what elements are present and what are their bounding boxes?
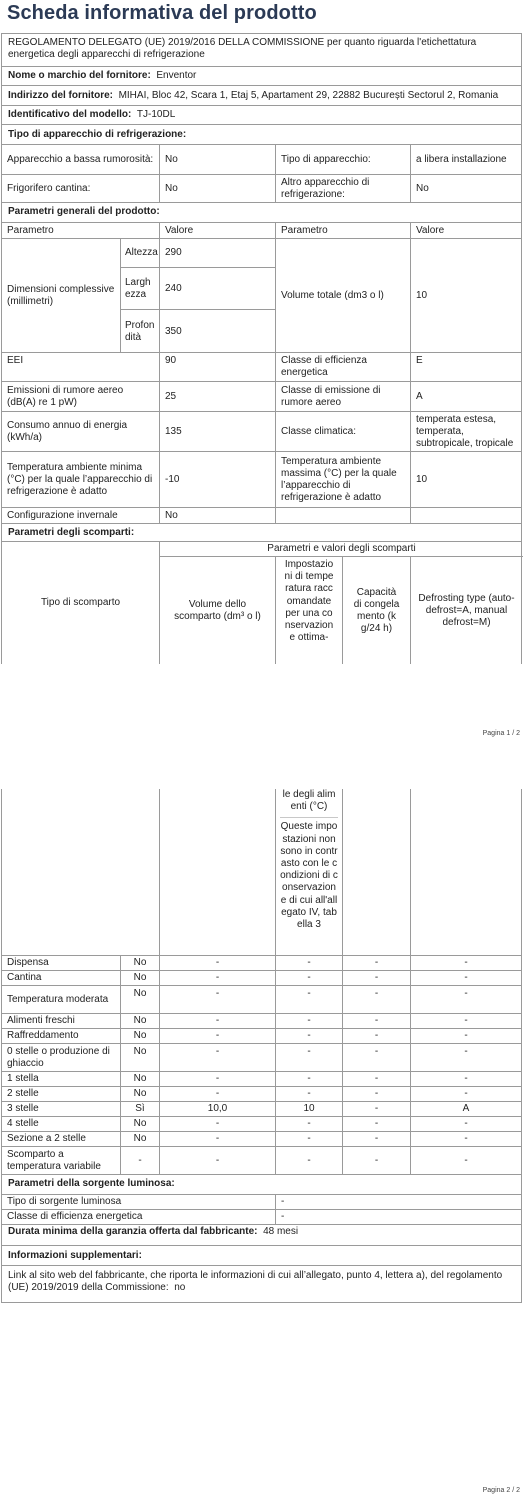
compartment-name: Scomparto a temperatura variabile [7,1148,101,1172]
noise-value: 25 [159,382,275,411]
min-temp-label: Temperatura ambiente minima (°C) per la quale l’apparecchio di refrigerazione è adatto [7,461,153,497]
compartment-present: No [120,971,159,985]
table-row [1,956,522,971]
compartment-temp: - [275,986,342,1013]
general-section-heading: Parametri generali del prodotto: [8,206,160,217]
page-1 [0,0,525,745]
header-value-2: Valore [410,223,521,238]
compartment-temp: - [275,1044,342,1071]
address-label: Indirizzo del fornitore: [8,90,113,101]
info-section-row [1,1246,522,1266]
compartment-present: No [120,1029,159,1043]
compartment-freeze: - [342,1087,410,1101]
compartment-defrost: - [410,1147,521,1174]
general-section-row [1,203,522,223]
compartment-present: No [120,956,159,970]
compartment-name: 1 stella [7,1073,39,1084]
compartments-header [1,542,522,664]
noise-class-value: A [410,382,521,411]
model-label: Identificativo del modello: [8,109,132,120]
compartment-temp: - [275,1029,342,1043]
page-number-1: Pagina 1 / 2 [482,730,520,737]
energy-class-value: E [410,353,521,381]
light-class-label: Classe di efficienza energetica [7,1211,143,1222]
min-temp-value: -10 [159,452,275,507]
low-noise-row [1,145,522,175]
model-row [1,106,522,125]
header-value: Valore [159,223,275,238]
compartment-defrost: A [410,1102,521,1116]
table-row [1,1117,522,1132]
table-row [1,971,522,986]
max-temp-value: 10 [410,452,521,507]
compartment-volume: - [159,1029,275,1043]
compartment-name: Alimenti freschi [7,1015,75,1026]
warranty-row [1,1225,522,1246]
info-section-heading: Informazioni supplementari: [8,1250,142,1261]
compartment-defrost: - [410,1029,521,1043]
temperature-row [1,452,522,508]
warranty-label: Durata minima della garanzia offerta dal fabbricante: [8,1226,258,1237]
compartment-volume: - [159,956,275,970]
link-text: Link al sito web del fabbricante, che riporta le informazioni di cui all’allegato, punto 4, lettera a), del regolamento (UE) 2019/2019 della Commissione: [8,1270,503,1293]
winter-label: Configurazione invernale [7,509,118,521]
noise-label: Emissioni di rumore aereo (dB(A) re 1 pW) [7,384,124,408]
climate-value: temperata estesa, temperata, subtropicale, tropicale [410,412,521,451]
low-noise-value: No [159,145,275,174]
compartments-section-row [1,524,522,542]
product-info-table [1,33,522,664]
compartment-present: No [120,1117,159,1131]
compartment-freeze: - [342,1072,410,1086]
address-row [1,86,522,106]
compartment-present: No [120,1132,159,1146]
wine-row [1,175,522,203]
compartment-name: 0 stelle o produzione di ghiaccio [7,1045,110,1069]
regulation-row [1,34,522,67]
compartment-rows [1,956,522,1175]
compartment-present: No [120,1087,159,1101]
compartment-freeze: - [342,971,410,985]
width-label: Larghezza [120,268,159,310]
compartment-defrost: - [410,986,521,1013]
light-type-row [1,1195,522,1210]
table-row [1,1102,522,1117]
address-value: MIHAI, Bloc 42, Scara 1, Etaj 5, Apartament 29, 22882 București Sectorul 2, Romania [118,90,499,101]
winter-row [1,508,522,524]
compartment-name: 2 stelle [7,1088,39,1099]
compartment-name: Dispensa [7,957,49,968]
energy-value: 135 [159,412,275,451]
supplier-value: Enventor [156,70,197,81]
compartment-freeze: - [342,1044,410,1071]
noise-class-label: Classe di emissione di rumore aereo [275,382,410,411]
energy-row [1,412,522,452]
appliance-type-label: Tipo di apparecchio: [275,145,410,174]
compartment-present: No [120,1014,159,1028]
compartment-defrost: - [410,1072,521,1086]
compartment-name: Raffreddamento [7,1030,79,1041]
compartment-defrost: - [410,971,521,985]
other-appliance-label: Altro apparecchio di refrigerazione: [275,175,410,202]
compartment-present: - [120,1147,159,1174]
energy-class-label: Classe di efficienza energetica [275,353,410,381]
page-number-2: Pagina 2 / 2 [482,1487,520,1494]
compartment-volume: - [159,1132,275,1146]
model-value: TJ-10DL [136,109,176,120]
compartment-temp: - [275,971,342,985]
empty-cell [410,508,521,523]
link-row [1,1266,522,1303]
compartment-volume: - [159,986,275,1013]
compartment-temp: - [275,1014,342,1028]
table-row [1,1132,522,1147]
light-section-row [1,1175,522,1195]
comp-defrost-header: Defrosting type (auto-defrost=A, manual defrost=M) [410,557,522,664]
appliance-type-value: a libera installazione [410,145,521,174]
light-type-value: - [275,1195,521,1209]
compartment-freeze: - [342,1102,410,1116]
compartments-table [1,789,522,1303]
compartment-freeze: - [342,986,410,1013]
compartment-name: Temperatura moderata [7,993,109,1005]
light-class-value: - [275,1210,521,1224]
volume-value: 10 [410,239,521,352]
compartment-volume: 10,0 [159,1102,275,1116]
link-value: no [174,1282,186,1293]
other-appliance-value: No [410,175,521,202]
regulation-text: REGOLAMENTO DELEGATO (UE) 2019/2016 DELLA COMMISSIONE per quanto riguarda l'etichettatura energetica degli apparecchi di refrigerazione [8,37,477,60]
height-value: 290 [159,239,275,268]
compartment-name: Cantina [7,972,42,983]
compartment-volume: - [159,1087,275,1101]
compartment-present: Sì [120,1102,159,1116]
compartment-volume: - [159,1117,275,1131]
eei-value: 90 [159,353,275,381]
compartment-freeze: - [342,1147,410,1174]
table-row [1,1087,522,1102]
comp-temp-header: Impostazioni di temperatura raccomandate per una conservazione ottima- [275,557,342,664]
compartment-defrost: - [410,1087,521,1101]
compartment-freeze: - [342,1014,410,1028]
eei-label: EEI [7,355,24,366]
compartment-volume: - [159,1044,275,1071]
type-section-row [1,125,522,145]
comp-temp-header-end: le degli alimenti (°C) [280,789,338,818]
table-row [1,1014,522,1029]
table-row [1,1044,522,1072]
header-param-2: Parametro [275,223,410,238]
compartment-volume: - [159,1072,275,1086]
climate-label: Classe climatica: [275,412,410,451]
compartment-defrost: - [410,956,521,970]
empty-cell [275,508,410,523]
compartment-present: No [120,1072,159,1086]
wine-value: No [159,175,275,202]
comp-type-header: Tipo di scomparto [40,597,121,608]
light-class-row [1,1210,522,1225]
compartment-temp: - [275,956,342,970]
light-type-label: Tipo di sorgente luminosa [7,1196,122,1207]
max-temp-label: Temperatura ambiente massima (°C) per la quale l’apparecchio di refrigerazione è adatto [275,452,410,507]
dimensions-row [1,239,522,353]
volume-label: Volume totale (dm3 o l) [275,239,410,352]
compartment-defrost: - [410,1044,521,1071]
divider [410,789,411,956]
width-value: 240 [159,268,275,310]
height-label: Altezza [120,239,159,268]
supplier-row [1,67,522,86]
compartment-name: 3 stelle [7,1103,39,1114]
comp-volume-header: Volume dello scomparto (dm³ o l) [159,557,275,664]
compartment-defrost: - [410,1117,521,1131]
warranty-value: 48 mesi [263,1226,299,1237]
comp-group-header: Parametri e valori degli scomparti [159,542,523,557]
compartment-freeze: - [342,1029,410,1043]
compartment-temp: 10 [275,1102,342,1116]
eei-row [1,353,522,382]
noise-row [1,382,522,412]
compartment-defrost: - [410,1132,521,1146]
energy-label: Consumo annuo di energia (kWh/a) [7,419,128,443]
compartment-defrost: - [410,1014,521,1028]
compartment-present: No [120,986,159,1013]
compartment-volume: - [159,971,275,985]
wine-label: Frigorifero cantina: [7,182,91,194]
comp-freeze-header: Capacità di congelamento (kg/24 h) [342,557,410,664]
light-section-heading: Parametri della sorgente luminosa: [8,1178,175,1189]
compartments-header-continued [1,789,522,956]
general-header-row [1,223,522,239]
table-row [1,1029,522,1044]
comp-temp-note: Queste impostazioni non sono in contrasto con le condizioni di conservazione di cui all'allegato IV, tabella 3 [280,821,338,931]
compartment-present: No [120,1044,159,1071]
compartment-volume: - [159,1147,275,1174]
compartments-section-heading: Parametri degli scomparti: [8,527,135,538]
compartment-volume: - [159,1014,275,1028]
divider [342,789,343,956]
dimensions-label: Dimensioni complessive (millimetri) [7,283,115,307]
compartment-name: 4 stelle [7,1118,39,1129]
comp-temp-header-continued [275,789,342,956]
depth-value: 350 [159,310,275,353]
compartment-temp: - [275,1117,342,1131]
table-row [1,1072,522,1087]
compartment-freeze: - [342,1132,410,1146]
compartment-freeze: - [342,1117,410,1131]
compartment-temp: - [275,1087,342,1101]
table-row [1,986,522,1014]
winter-value: No [159,508,275,523]
low-noise-label: Apparecchio a bassa rumorosità: [7,153,154,165]
header-param: Parametro [7,224,54,236]
supplier-label: Nome o marchio del fornitore: [8,70,151,81]
divider [159,789,160,956]
document-title: Scheda informativa del prodotto [7,2,317,24]
compartment-freeze: - [342,956,410,970]
depth-label: Profondità [120,310,159,353]
compartment-name: Sezione a 2 stelle [7,1133,86,1144]
type-section-heading: Tipo di apparecchio di refrigerazione: [8,129,187,140]
table-row [1,1147,522,1175]
compartment-temp: - [275,1147,342,1174]
compartment-temp: - [275,1132,342,1146]
compartment-temp: - [275,1072,342,1086]
page-2 [0,745,525,1500]
